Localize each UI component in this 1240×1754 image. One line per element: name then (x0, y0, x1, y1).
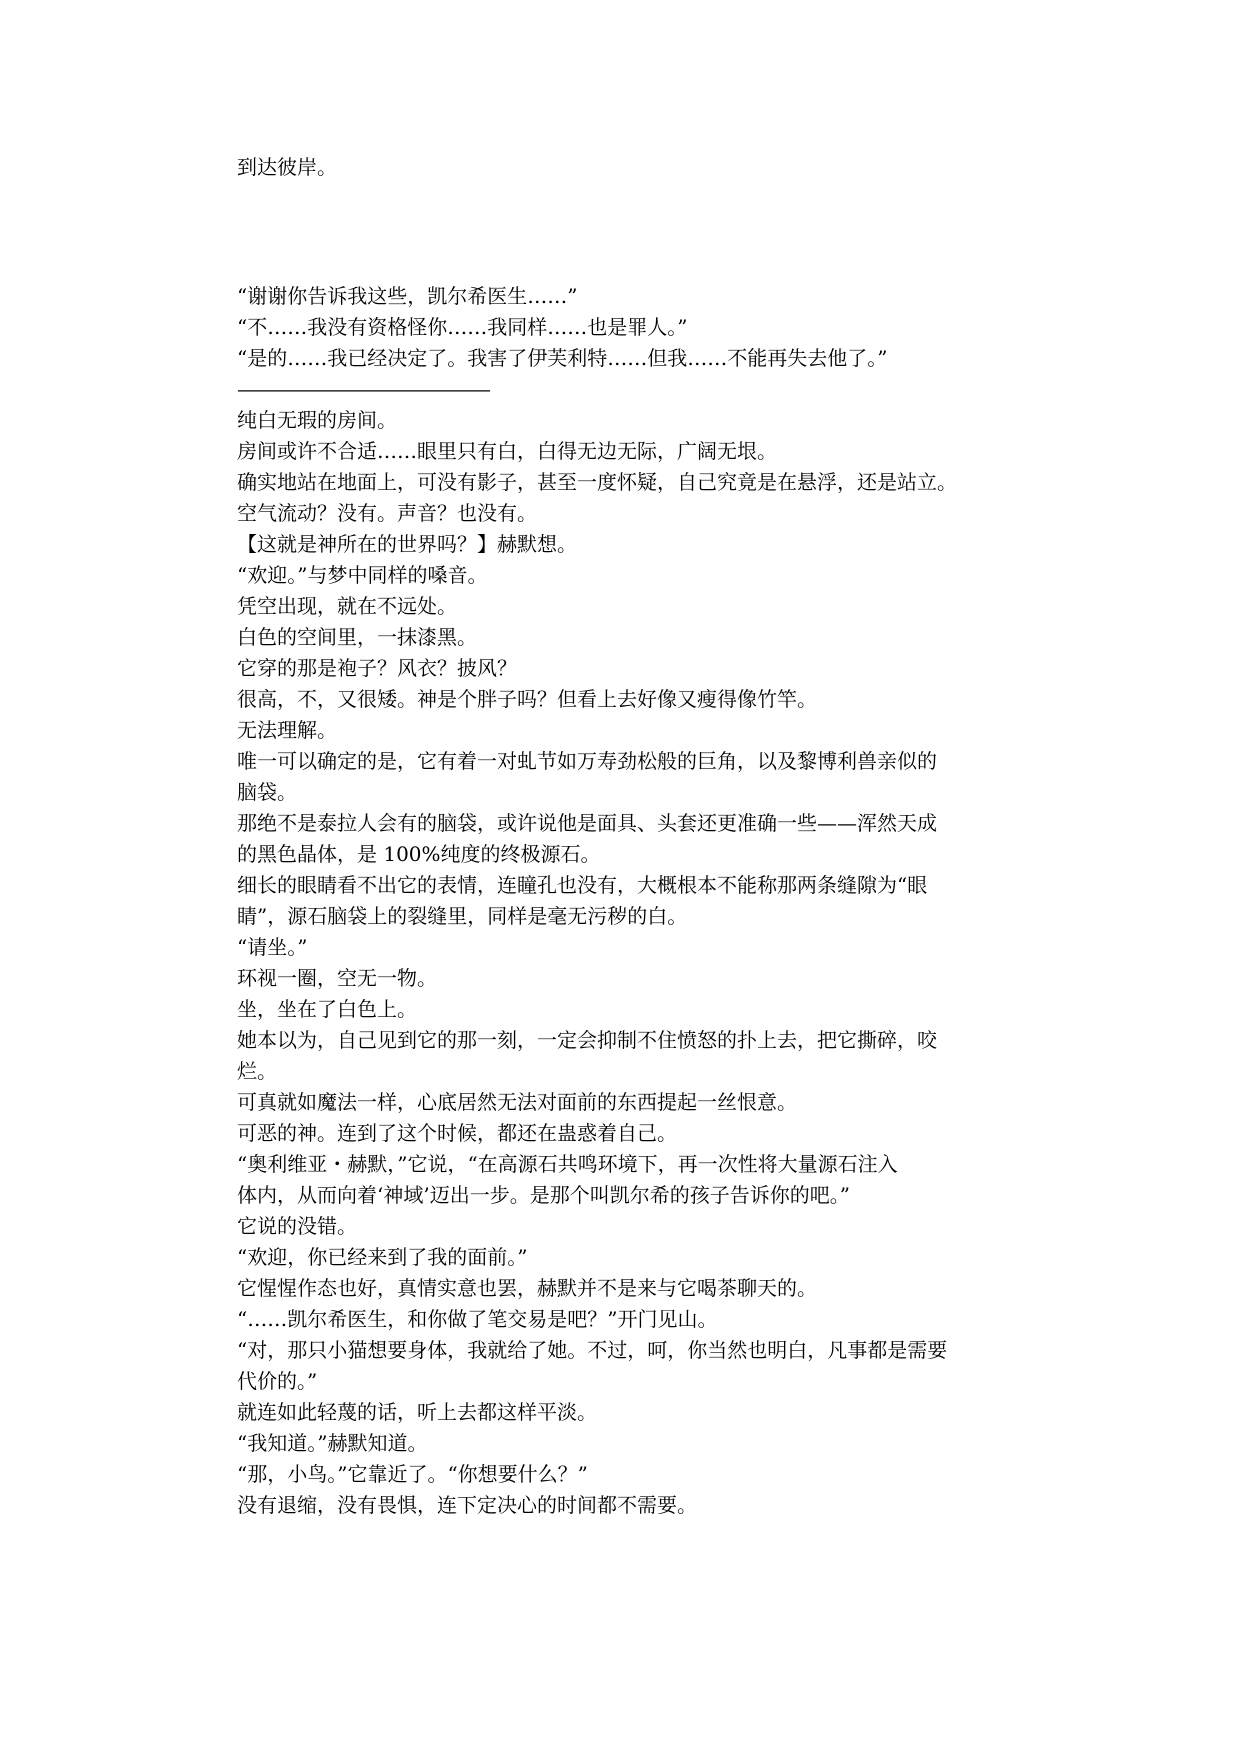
text-line: 就连如此轻蔑的话，听上去都这样平淡。 (237, 1400, 597, 1424)
text-line: 细长的眼睛看不出它的表情，连瞳孔也没有，大概根本不能称那两条缝隙为“眼 (237, 873, 928, 897)
text-line: “欢迎。”与梦中同样的嗓音。 (237, 563, 488, 587)
text-line: 没有退缩，没有畏惧，连下定决心的时间都不需要。 (237, 1493, 697, 1517)
text-line: 房间或许不合适……眼里只有白，白得无边无际，广阔无垠。 (237, 439, 777, 463)
text-line: 凭空出现，就在不远处。 (237, 594, 457, 618)
text-line: 纯白无瑕的房间。 (237, 408, 397, 432)
text-line: 她本以为，自己见到它的那一刻，一定会抑制不住愤怒的扑上去，把它撕碎，咬 (237, 1028, 937, 1052)
text-line: 【这就是神所在的世界吗？】赫默想。 (237, 532, 577, 556)
text-line: 无法理解。 (237, 718, 337, 742)
text-line: 体内，从而向着‘神域’迈出一步。是那个叫凯尔希的孩子告诉你的吧。” (237, 1183, 850, 1207)
text-line: 它惺惺作态也好，真情实意也罢，赫默并不是来与它喝茶聊天的。 (237, 1276, 817, 1300)
text-line: “那，小鸟。”它靠近了。“你想要什么？” (237, 1462, 588, 1486)
text-line: “对，那只小猫想要身体，我就给了她。不过，呵，你当然也明白，凡事都是需要 (237, 1338, 948, 1362)
text-line: “是的……我已经决定了。我害了伊芙利特……但我……不能再失去他了。” (237, 346, 888, 370)
text-line: 唯一可以确定的是，它有着一对虬节如万寿劲松般的巨角，以及黎博利兽亲似的 (237, 749, 937, 773)
text-line: 的黑色晶体，是 100%纯度的终极源石。 (237, 842, 601, 866)
text-line: 环视一圈，空无一物。 (237, 966, 437, 990)
text-line: 确实地站在地面上，可没有影子，甚至一度怀疑，自己究竟是在悬浮，还是站立。 (237, 470, 957, 494)
text-line: “谢谢你告诉我这些，凯尔希医生……” (237, 284, 578, 308)
main-text (237, 281, 1017, 1521)
text-line: 脑袋。 (237, 780, 297, 804)
text-line: “我知道。”赫默知道。 (237, 1431, 428, 1455)
text-line: 代价的。” (237, 1369, 318, 1393)
text-line: 白色的空间里，一抹漆黑。 (237, 625, 477, 649)
text-line: “请坐。” (237, 935, 308, 959)
text-line: 可真就如魔法一样，心底居然无法对面前的东西提起一丝恨意。 (237, 1090, 797, 1114)
text-line: 坐，坐在了白色上。 (237, 997, 417, 1021)
text-line: 空气流动？没有。声音？也没有。 (237, 501, 537, 525)
text-line: “欢迎，你已经来到了我的面前。” (237, 1245, 528, 1269)
text-line: 可恶的神。连到了这个时候，都还在蛊惑着自己。 (237, 1121, 677, 1145)
text-line: 烂。 (237, 1059, 277, 1083)
text-line: 那绝不是泰拉人会有的脑袋，或许说他是面具、头套还更准确一些——浑然天成 (237, 811, 937, 835)
text-line: 很高，不，又很矮。神是个胖子吗？但看上去好像又瘦得像竹竿。 (237, 687, 817, 711)
text-line: 到达彼岸。 (237, 155, 337, 179)
text-line: 睛”，源石脑袋上的裂缝里，同样是毫无污秽的白。 (237, 904, 688, 928)
text-line: “不……我没有资格怪你……我同样……也是罪人。” (237, 315, 688, 339)
text-line: 它穿的那是袍子？风衣？披风？ (237, 656, 517, 680)
text-line: “……凯尔希医生，和你做了笔交易是吧？”开门见山。 (237, 1307, 718, 1331)
text-line: “奥利维亚・赫默，”它说，“在高源石共鸣环境下，再一次性将大量源石注入 (237, 1152, 898, 1176)
text-line: 它说的没错。 (237, 1214, 357, 1238)
section-separator: —————————————— (237, 377, 489, 401)
top-paragraph (237, 152, 1017, 183)
